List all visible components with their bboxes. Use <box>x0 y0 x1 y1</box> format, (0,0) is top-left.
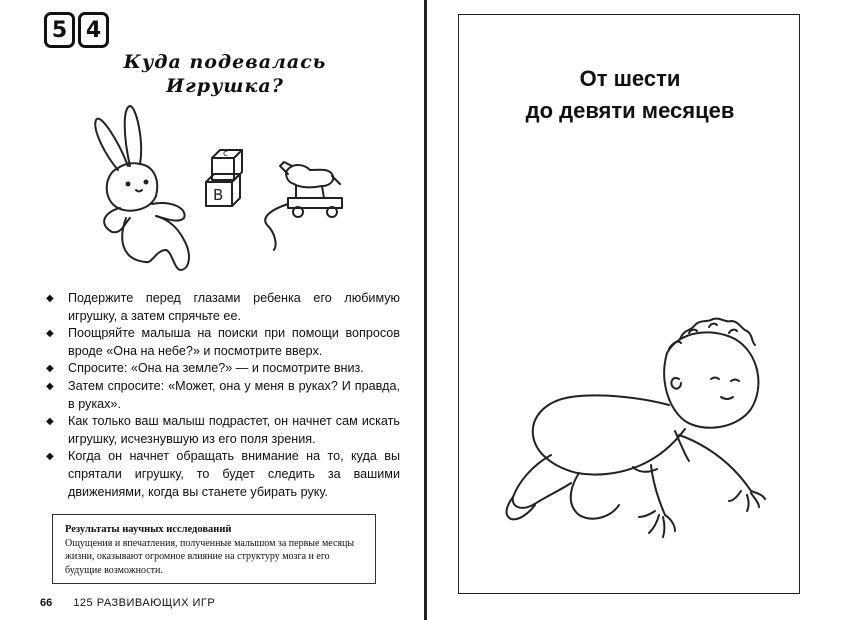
rabbit-toy-icon <box>95 106 189 270</box>
research-box-text: Ощущения и впечатления, полученные малышом за первые месяцы жизни, оказывают огромное влияние на структуру мозга и его будущие возможности. <box>65 537 355 576</box>
book-gutter-divider <box>424 0 427 620</box>
bullet-diamond-icon: ◆ <box>46 416 54 428</box>
instruction-item: ◆ Когда он начнет обращать внимание на то, куда вы спрятали игрушку, то будет следить за вашими движениями, когда вы станете убирать руку. <box>46 449 400 499</box>
chapter-frame <box>458 14 800 594</box>
instruction-item: ◆ Затем спросите: «Может, она у меня в руках? И правда, в руках». <box>46 378 400 411</box>
right-page <box>430 0 845 620</box>
running-book-title: 125 РАЗВИВАЮЩИХ ИГР <box>73 597 216 609</box>
instruction-item: ◆ Как только ваш малыш подрастет, он начнет сам искать игрушку, исчезнувшую из его поля зрения. <box>46 414 400 446</box>
bullet-diamond-icon: ◆ <box>46 328 54 340</box>
page-number: 66 <box>40 597 53 609</box>
bullet-diamond-icon: ◆ <box>46 451 54 463</box>
game-number-badge <box>44 12 109 48</box>
game-title-line-2: Игрушка? <box>166 75 284 97</box>
research-box-title: Результаты научных исследований <box>65 524 232 535</box>
research-box <box>52 514 376 584</box>
game-number-digit: 4 <box>78 12 109 48</box>
instruction-item: ◆ Поощряйте малыша на поиски при помощи вопросов вроде «Она на небе?» и посмотрите вверх. <box>46 326 400 358</box>
horse-pull-toy-icon <box>265 162 342 250</box>
bullet-diamond-icon: ◆ <box>46 380 54 392</box>
game-number-digit: 5 <box>44 12 75 48</box>
game-title-line-1: Куда подевалась <box>123 51 327 73</box>
crawling-baby-icon <box>489 305 789 555</box>
chapter-title <box>459 63 801 127</box>
alphabet-blocks-icon <box>206 149 242 206</box>
chapter-title-line-1: От шести <box>579 66 681 91</box>
instructions-list <box>40 290 400 501</box>
page-footer <box>40 597 215 609</box>
chapter-title-line-2: до девяти месяцев <box>525 98 735 123</box>
bullet-diamond-icon: ◆ <box>46 293 54 304</box>
game-title <box>100 50 350 98</box>
block-letter: c <box>223 149 228 159</box>
bullet-diamond-icon: ◆ <box>46 363 54 375</box>
toys-illustration <box>60 100 370 285</box>
instruction-item: ◆ Подержите перед глазами ребенка его любимую игрушку, а затем спрячьте ее. <box>46 291 400 323</box>
block-letter: B <box>213 186 224 204</box>
instruction-item: ◆ Спросите: «Она на земле?» — и посмотрите вниз. <box>40 360 400 378</box>
